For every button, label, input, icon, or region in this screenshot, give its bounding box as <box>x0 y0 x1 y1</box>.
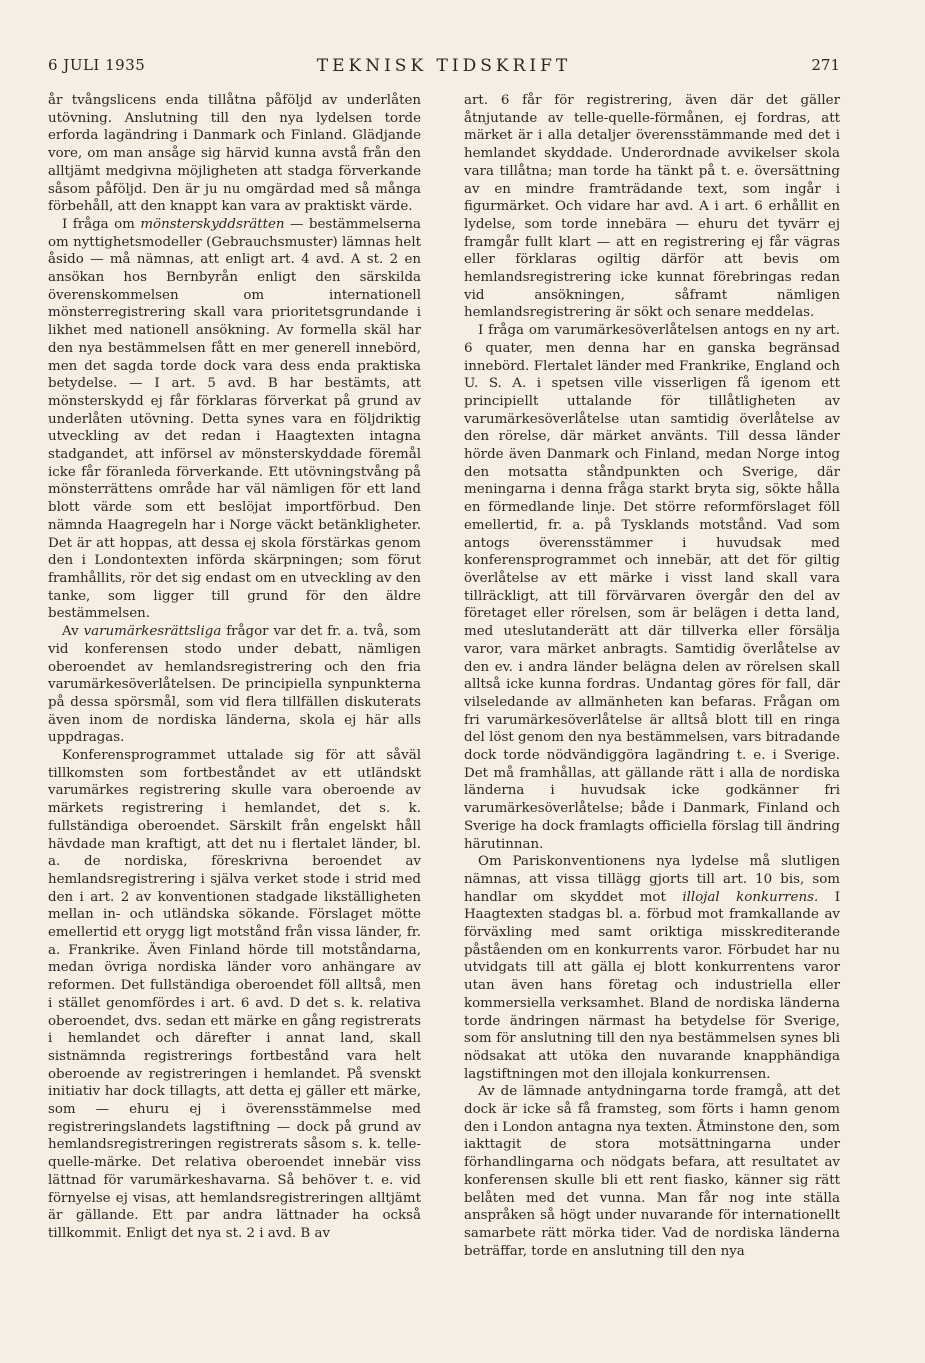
emphasis: illojal konkurrens. <box>682 889 819 905</box>
right-column <box>464 92 840 1260</box>
paragraph: I fråga om mönsterskyddsrätten — bestämmelserna om nyttighetsmodeller (Gebrauchsmuster) lämnas helt åsido — må nämnas, att enligt art. 4 avd. A st. 2 en ansökan hos Bernbyrån enligt den särskilda överenskommelsen om internationell mönsterregistrering skall vara prioritetsgrundande i likhet med nationell ansökning. Av formella skäl har den nya bestämmelsen fått en mer generell innebörd, men det sagda torde dock vara dess enda praktiska betydelse. — I art. 5 avd. B har bestämts, att mönsterskydd ej får förklaras förverkat på grund av underlåten utövning. Detta synes vara en följdriktig utveckling av det redan i Haagtexten intagna stadgandet, att införsel av mönsterskyddade föremål icke får föranleda förverkande. Ett utövningstvång på mönsterrättens område har väl nämligen för ett land blott värde som ett beslöjat importförbud. Den nämnda Haagregeln har i Norge väckt betänkligheter. Det är att hoppas, att dessa ej skola förstärkas genom den i Londontexten införda skärpningen; som förut framhållits, rör det sig endast om en utveckling av den tanke, som ligger till grund för den äldre bestämmelsen. <box>48 216 422 622</box>
paragraph: art. 6 får för registrering, även där det gäller åtnjutande av telle-quelle-förmånen, ej fordras, att märket är i alla detaljer överensstämmande med det i hemlandet skyddade. Underordnade avvikelser skola vara tillåtna; man torde ha tänkt på t. e. översättning av en mindre framträdande text, som ingår i figurmärket. Och vidare har avd. A i art. 6 erhållit en lydelse, som torde innebära — ehuru det tyvärr ej framgår fullt klart — att en registrering ej får vägras eller förklaras ogiltig därför att bevis om hemlandsregistrering icke kunnat förebringas redan vid ansökningen, såframt nämligen hemlandsregistrering är sökt och senare meddelas. <box>464 93 840 321</box>
left-column <box>48 92 421 1243</box>
paragraph: Konferensprogrammet uttalade sig för att såväl tillkomsten som fortbeståndet av ett utländskt varumärkes registrering skulle vara oberoende av märkets registrering i hemlandet, det s. k. fullständiga oberoendet. Särskilt från engelskt håll hävdade man kraftigt, att det nu i flertalet länder, bl. a. de nordiska, föreskrivna beroendet av hemlandsregistrering i själva verket stode i strid med den i art. 2 av konventionen stadgade likställigheten mellan in- och utländska sökande. Förslaget mötte emellertid ett orygg ligt motstånd från vissa länder, fr. a. Frankrike. Även Finland hörde till motståndarna, medan övriga nordiska länder voro anhängare av reformen. Det fullständiga oberoendet föll alltså, men i stället genomfördes i art. 6 avd. D det s. k. relativa oberoendet, dvs. sedan ett märke en gång registrerats i hemlandet och därefter i annat land, skall sistnämnda registrerings fortbestånd vara helt oberoende av registreringen i hemlandet. På svenskt initiativ har dock tillagts, att detta ej gäller ett märke, som — ehuru ej i överensstämmelse med registreringslandets lagstiftning — dock på grund av hemlandsregistreringen registrerats såsom s. k. telle-quelle-märke. Det relativa oberoendet innebär viss lättnad för varumärkeshavarna. Så behöver t. e. vid förnyelse ej visas, att hemlandsregistreringen alltjämt är gällande. Ett par andra lättnader ha också tillkommit. Enligt det nya st. 2 i avd. B av <box>48 748 421 1241</box>
paragraph: år tvångslicens enda tillåtna påföljd av underlåten utövning. Anslutning till den nya lydelsen torde erforda lagändring i Danmark och Finland. Glädjande vore, om man ansåge sig härvid kunna avstå från den alltjämt medgivna möjligheten att stadga förverkande såsom påföljd. Den är ju nu omgärdad med så många förbehåll, att den knappt kan vara av praktiskt värde. <box>48 93 421 215</box>
paragraph: I fråga om varumärkesöverlåtelsen antogs en ny art. 6 quater, men denna har en ganska begränsad innebörd. Flertalet länder med Frankrike, England och U. S. A. i spetsen ville visserligen få igenom ett principiellt uttalande för tillåtligheten av varumärkesöverlåtelse utan samtidig överlåtelse av den rörelse, där märket använts. Till dessa länder hörde även Danmark och Finland, medan Norge intog den motsatta ståndpunkten och Sverige, där meningarna i denna fråga starkt bryta sig, sökte hålla en förmedlande linje. Det större reformförslaget föll emellertid, fr. a. på Tysklands motstånd. Vad som antogs överensstämmer i huvudsak med konferensprogrammet och innebär, att det för giltig överlåtelse av ett märke i visst land skall vara tillräckligt, att till förvärvaren övergår den del av företaget eller rörelsen, som är belägen i detta land, med uteslutanderätt att där tillverka eller försälja varor, vara märket anbragts. Samtidig överlåtelse av den ev. i andra länder belägna delen av rörelsen skall alltså icke kunna fordras. Undantag göres för fall, där vilseledande av allmänheten kan befaras. Frågan om fri varumärkesöverlåtelse är alltså blott till en ringa del löst genom den nya bestämmelsen, vars bitradande dock torde nödvändiggöra lagändring t. e. i Sverige. Det må framhållas, att gällande rätt i alla de nordiska länderna i huvudsak icke godkänner fri varumärkesöverlåtelse; både i Danmark, Finland och Sverige ha dock framlagts officiella förslag till ändring härutinnan. <box>464 323 840 852</box>
paragraph: Om Pariskonventionens nya lydelse må slutligen nämnas, att vissa tillägg gjorts till art. 10 bis, som handlar om skyddet mot illojal konkurrens. I Haagtexten stadgas bl. a. förbud mot framkallande av förväxling med samt oriktiga misskrediterande påståenden om en konkurrents varor. Förbudet har nu utvidgats till att gälla ej blott konkurrentens varor utan även hans företag och industriella eller kommersiella verksamhet. Bland de nordiska länderna torde ändringen närmast ha betydelse för Sverige, som för anslutning till den nya bestämmelsen synes bli nödsakat att utöka den nuvarande knapphändiga lagstiftningen mot den illojala konkurrensen. <box>464 854 840 1082</box>
paragraph: Av varumärkesrättsliga frågor var det fr. a. två, som vid konferensen stodo under debatt, nämligen oberoendet av hemlandsregistrering och den fria varumärkesöverlåtelsen. De principiella synpunkterna på dessa spörsmål, som vid flera tillfällen diskuterats även inom de nordiska länderna, skola ej här alls uppdragas. <box>48 624 421 746</box>
page-header <box>48 56 840 82</box>
journal-title: TEKNISK TIDSKRIFT <box>316 56 572 76</box>
header-date: 6 JULI 1935 <box>48 56 146 74</box>
paragraph: Av de lämnade antydningarna torde framgå, att det dock är icke så få framsteg, som förts i hamn genom den i London antagna nya texten. Åtminstone den, som iakttagit de stora motsättningarna under förhandlingarna och nödgats befara, att resultatet av konferensen skulle bli ett rent fiasko, känner sig rätt belåten med det vunna. Man får nog inte ställa anspråken så högt under nuvarande för internationellt samarbete rätt mörka tider. Vad de nordiska länderna beträffar, torde en anslutning till den nya <box>464 1084 840 1259</box>
emphasis: varumärkesrättsliga <box>83 624 222 640</box>
page-number: 271 <box>811 56 840 74</box>
emphasis: mönsterskyddsrätten <box>140 216 285 232</box>
